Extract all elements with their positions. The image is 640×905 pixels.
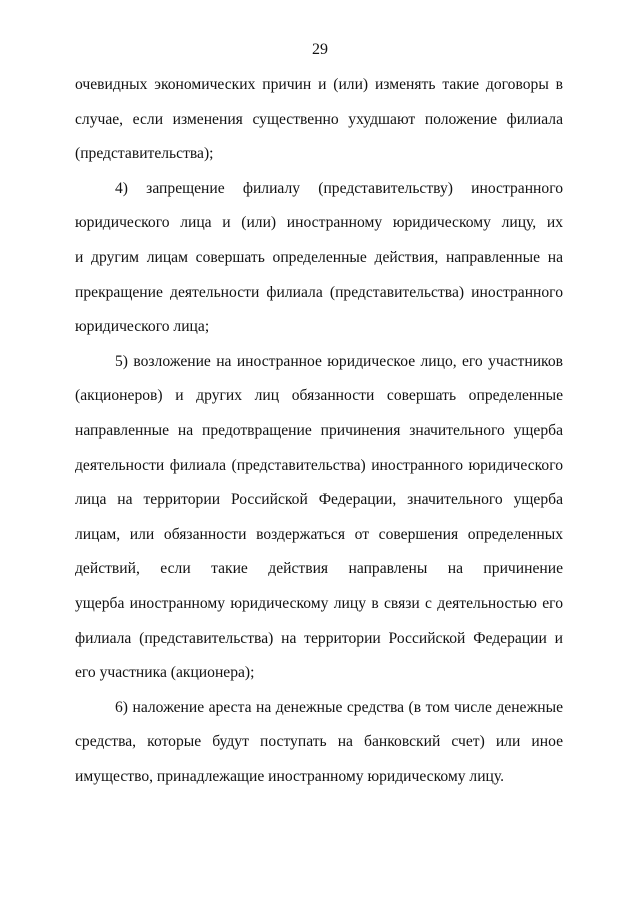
text-line: юридического лица; (75, 318, 210, 336)
text-line: 5) возложение на иностранное юридическое лицо, его участников (115, 352, 563, 370)
text-line: действий, если такие действия направлены на причинение (75, 560, 563, 578)
paragraph-item-4 (75, 172, 563, 345)
text-line: направленные на предотвращение причинения значительного ущерба (75, 421, 563, 439)
text-line: 6) наложение ареста на денежные средства (в том числе денежные (115, 698, 563, 716)
text-line: очевидных экономических причин и (или) изменять такие договоры в (75, 76, 563, 93)
page-number: 29 (312, 41, 328, 58)
text-line: (акционеров) и других лиц обязанности совершать определенные (75, 387, 563, 405)
text-line: прекращение деятельности филиала (представительства) иностранного (75, 283, 563, 301)
text-line: ущерба иностранному юридическому лицу в связи с деятельностью его (75, 594, 563, 612)
text-line: средства, которые будут поступать на банковский счет) или иное (75, 733, 563, 751)
text-line: юридического лица и (или) иностранному юридическому лицу, их (75, 214, 563, 232)
text-line: и другим лицам совершать определенные действия, направленные на (75, 248, 563, 266)
paragraph-continuation (75, 68, 563, 172)
text-line: его участника (акционера); (75, 664, 255, 682)
text-line: лица на территории Российской Федерации, значительного ущерба (75, 491, 563, 509)
text-line: лицам, или обязанности воздержаться от совершения определенных (75, 525, 563, 543)
paragraph-item-5 (75, 345, 563, 691)
text-line: случае, если изменения существенно ухудшают положение филиала (75, 110, 563, 128)
text-line: имущество, принадлежащие иностранному юридическому лицу. (75, 767, 505, 785)
text-line: (представительства); (75, 145, 214, 163)
paragraph-item-6 (75, 691, 563, 795)
text-line: филиала (представительства) на территории Российской Федерации и (75, 629, 563, 647)
text-line: деятельности филиала (представительства) иностранного юридического (75, 456, 563, 474)
document-body (75, 68, 563, 794)
text-line: 4) запрещение филиалу (представительству) иностранного (115, 179, 563, 197)
